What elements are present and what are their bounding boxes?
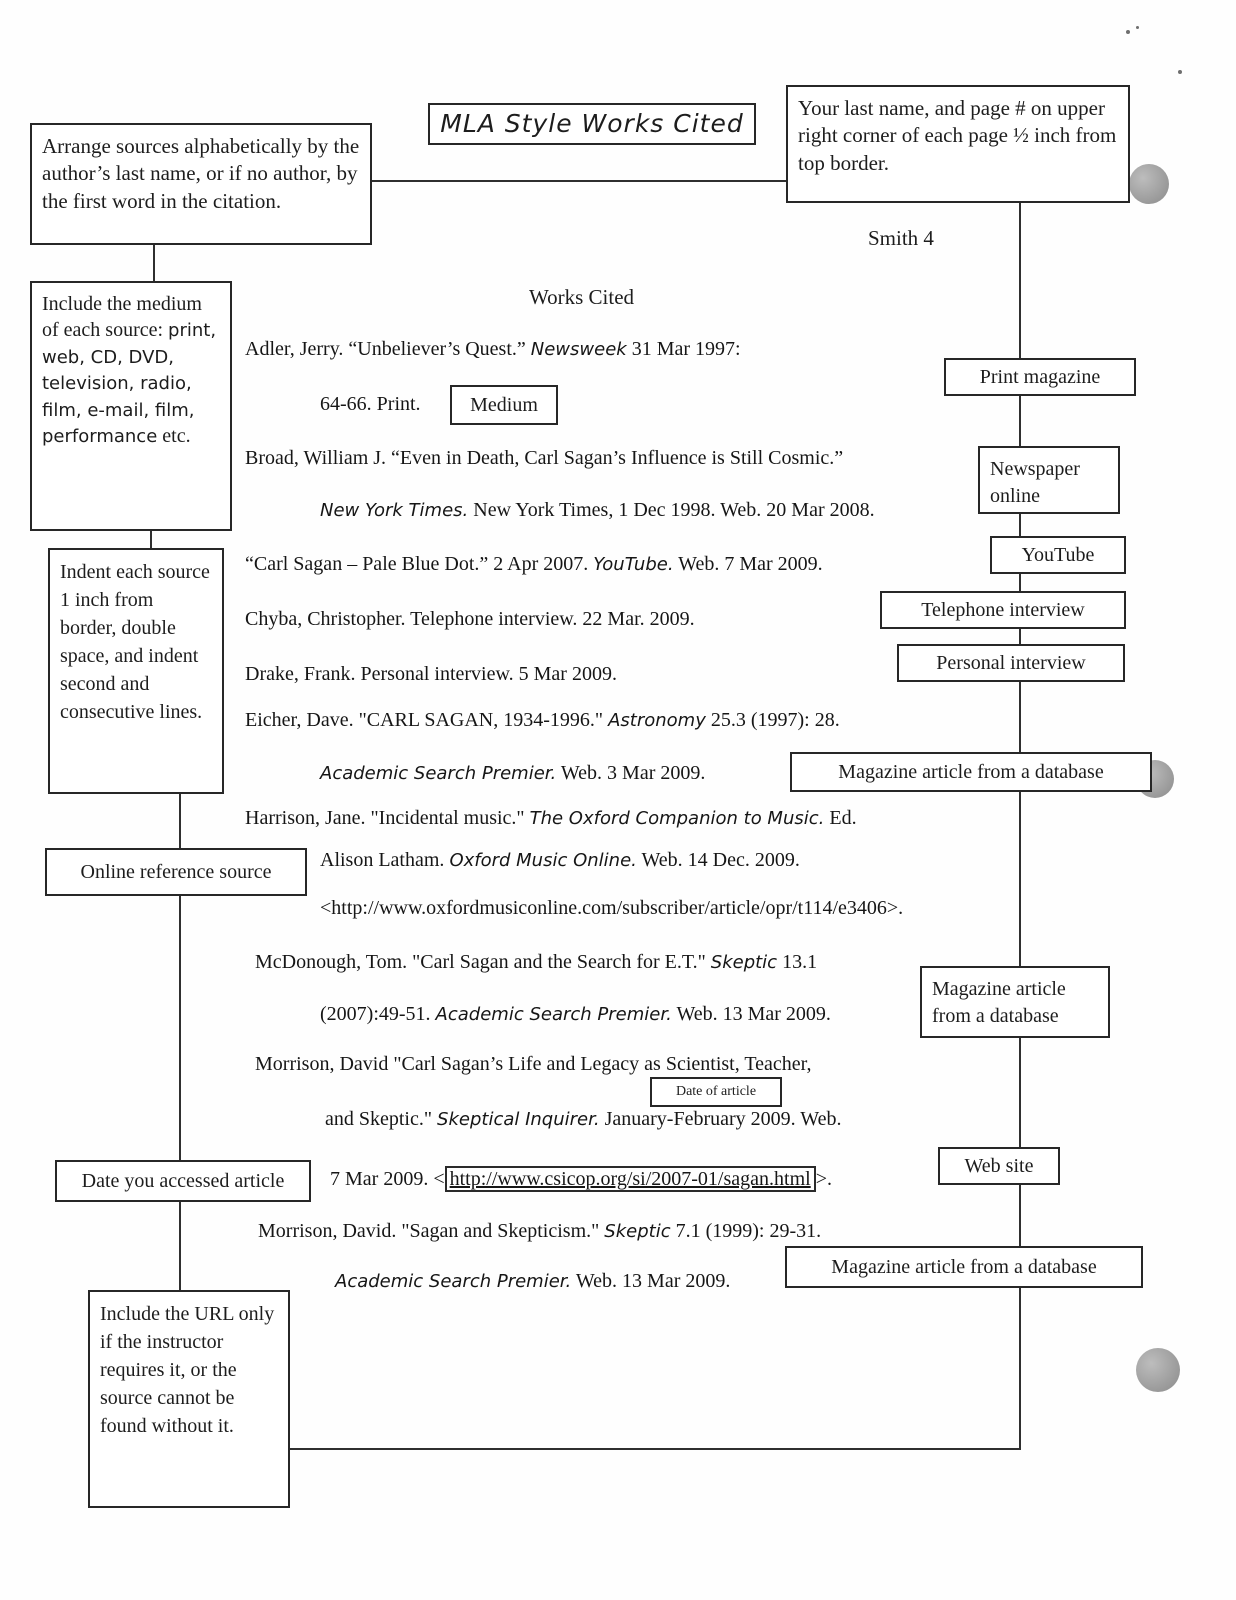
citation-drake: Drake, Frank. Personal interview. 5 Mar 2009. [245,663,617,685]
indent-note-box [48,548,224,794]
newspaper-online-box [978,446,1120,514]
online-reference-label: Online reference source [80,861,272,883]
magazine-database-box-3 [785,1246,1143,1288]
citation-harrison-line1: Harrison, Jane. "Incidental music." The Oxford Companion to Music. Ed. [245,807,857,829]
connector-left-short-1 [153,245,155,282]
online-reference-box [45,848,307,896]
magazine-database-label-1: Magazine article from a database [838,761,1104,783]
medium-label-box [450,385,558,425]
citation-eicher-line2: Academic Search Premier. Web. 3 Mar 2009. [320,762,706,784]
indent-note-text: Indent each source 1 inch from border, double space, and indent second and consecutive lines. [60,561,210,723]
magazine-database-label-2: Magazine article from a database [932,978,1066,1027]
youtube-box [990,536,1126,574]
citation-chyba: Chyba, Christopher. Telephone interview. 22 Mar. 2009. [245,608,695,630]
medium-note-text: Include the medium of each source: print, web, CD, DVD, television, radio, film, e-mail, film, performance etc. [42,293,217,447]
document-title: MLA Style Works Cited [440,108,744,138]
magazine-database-box-2 [920,966,1110,1038]
citation-eicher-line1: Eicher, Dave. "CARL SAGAN, 1934-1996." Astronomy 25.3 (1997): 28. [245,709,840,731]
arrange-note-text: Arrange sources alphabetically by the author’s last name, or if no author, by the first word in the citation. [42,134,360,213]
scan-spot [1129,164,1169,204]
citation-morrison1-url-line: 7 Mar 2009. < http://www.csicop.org/si/2007-01/sagan.html >. [330,1168,832,1190]
medium-label: Medium [470,394,538,416]
citation-broad-line2: New York Times. New York Times, 1 Dec 1998. Web. 20 Mar 2008. [320,499,875,521]
date-accessed-box [55,1160,311,1202]
header-note-text: Your last name, and page # on upper right corner of each page ½ inch from top border. [798,96,1117,175]
citation-morrison1-line2: and Skeptic." Skeptical Inquirer. January-February 2009. Web. [325,1108,842,1130]
citation-broad-line1: Broad, William J. “Even in Death, Carl Sagan’s Influence is Still Cosmic.” [245,447,844,469]
citation-carl-sagan-youtube: “Carl Sagan – Pale Blue Dot.” 2 Apr 2007. YouTube. Web. 7 Mar 2009. [245,553,823,575]
citation-harrison-line2: Alison Latham. Oxford Music Online. Web. 14 Dec. 2009. [320,849,800,871]
scan-spot [1136,1348,1180,1392]
scan-speck [1136,26,1139,29]
connector-left-short-2 [150,530,152,549]
citation-morrison2-line2: Academic Search Premier. Web. 13 Mar 2009. [335,1270,731,1292]
date-of-article-box [650,1077,782,1107]
date-accessed-label: Date you accessed article [81,1170,285,1192]
telephone-interview-label: Telephone interview [921,599,1085,621]
include-url-note-text: Include the URL only if the instructor requires it, or the source cannot be found without it. [100,1303,275,1437]
newspaper-online-label: Newspaper online [990,458,1080,507]
web-site-label: Web site [964,1155,1034,1177]
citation-morrison2-line1: Morrison, David. "Sagan and Skepticism." Skeptic 7.1 (1999): 29-31. [258,1220,822,1242]
medium-note-box [30,281,232,531]
include-url-note-box [88,1290,290,1508]
citation-harrison-url-line: <http://www.oxfordmusiconline.com/subscriber/article/opr/t114/e3406>. [320,897,904,919]
page-number: Smith 4 [868,226,934,250]
date-of-article-label: Date of article [675,1083,757,1099]
scan-speck [1126,30,1130,34]
connector-top-horizontal [370,180,787,182]
header-note-box [786,85,1130,203]
magazine-database-box-1 [790,752,1152,792]
citation-morrison1-line1: Morrison, David "Carl Sagan’s Life and Legacy as Scientist, Teacher, [255,1053,812,1075]
web-site-box [938,1147,1060,1185]
arrange-note-box [30,123,372,245]
citation-adler-line2: 64-66. Print. [320,393,421,415]
youtube-label: YouTube [1021,544,1095,566]
document-title-box [428,103,756,145]
citation-adler-line1: Adler, Jerry. “Unbeliever’s Quest.” Newsweek 31 Mar 1997: [245,338,741,360]
magazine-database-label-3: Magazine article from a database [831,1256,1097,1278]
personal-interview-box [897,644,1125,682]
citation-mcdonough-line2: (2007):49-51. Academic Search Premier. Web. 13 Mar 2009. [320,1003,831,1025]
works-cited-heading: Works Cited [529,285,635,309]
personal-interview-label: Personal interview [936,652,1086,674]
print-magazine-box [944,358,1136,396]
connector-bottom-horizontal [289,1448,1021,1450]
print-magazine-label: Print magazine [979,366,1101,388]
scan-speck [1178,70,1182,74]
telephone-interview-box [880,591,1126,629]
citation-mcdonough-line1: McDonough, Tom. "Carl Sagan and the Search for E.T." Skeptic 13.1 [255,951,818,973]
